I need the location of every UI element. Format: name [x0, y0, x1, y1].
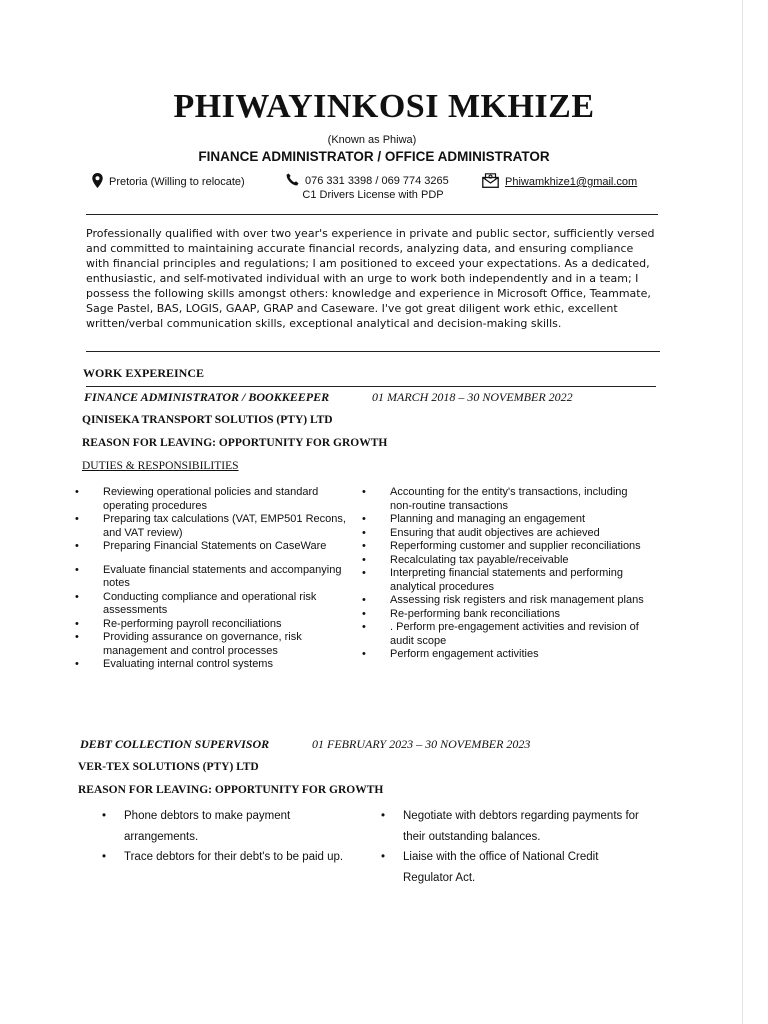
- job-dates: 01 FEBRUARY 2023 – 30 NOVEMBER 2023: [312, 737, 531, 751]
- list-item: • Planning and managing an engagement: [362, 513, 586, 525]
- company-name: VER-TEX SOLUTIONS (PTY) LTD: [78, 761, 259, 773]
- duties-list-left: [75, 486, 365, 672]
- list-item: • Negotiate with debtors regarding payments for their outstanding balances.: [381, 810, 639, 843]
- known-as: (Known as Phiwa): [327, 134, 417, 146]
- email-link[interactable]: Phiwamkhize1@gmail.com: [505, 176, 638, 188]
- divider: [86, 214, 658, 215]
- list-item: • Trace debtors for their debt's to be paid up.: [102, 851, 344, 863]
- list-item: • Recalculating tax payable/receivable: [362, 553, 569, 566]
- list-item: • Ensuring that audit objectives are achieved: [362, 526, 600, 539]
- list-item: • Reviewing operational policies and standard operating procedures: [75, 486, 319, 512]
- duties-list-left: [102, 806, 344, 868]
- drivers-license: C1 Drivers License with PDP: [302, 189, 444, 201]
- divider: [86, 386, 656, 387]
- divider: [86, 351, 660, 352]
- job-title: DEBT COLLECTION SUPERVISOR: [80, 737, 270, 751]
- list-item: • Providing assurance on governance, risk management and control processes: [75, 631, 302, 657]
- duties-list-right: [362, 486, 652, 662]
- list-item: • Evaluating internal control systems: [75, 658, 273, 670]
- company-name: QINISEKA TRANSPORT SOLUTIOS (PTY) LTD: [82, 414, 333, 426]
- list-item: • Re-performing payroll reconciliations: [75, 617, 282, 630]
- list-item: • Phone debtors to make payment arrangements.: [102, 810, 291, 843]
- list-item: • Preparing Financial Statements on CaseWare: [75, 540, 327, 552]
- phone-icon: [286, 173, 299, 189]
- profile-summary: Professionally qualified with over two year's experience in private and public sector, sufficiently versed and committed to maintaining accurate financial records, analyzing data, and ensuring compliance with financial principles and regulations; I am positioned to exceed your expectations. As a dedicated, enthusiastic, and self-motivated individual with an urge to work both independently and in a team; I possess the following skills amongst others: knowledge and experience in Microsoft Office, Teammate, Sage Pastel, BAS, LOGIS, GAAP, GRAP and Caseware. I've got great diligent work ethic, excellent written/verbal communication skills, exceptional analytical and decision-making skills.: [86, 227, 655, 330]
- candidate-name: PHIWAYINKOSI MKHIZE: [173, 88, 595, 125]
- duties-heading: DUTIES & RESPONSIBILITIES: [82, 460, 239, 472]
- list-item: • Conducting compliance and operational risk assessments: [75, 590, 317, 616]
- job-role-title: FINANCE ADMINISTRATOR / OFFICE ADMINISTRATOR: [198, 149, 550, 164]
- phone-text: 076 331 3398 / 069 774 3265: [305, 175, 449, 187]
- list-item: • Assessing risk registers and risk management plans: [362, 594, 644, 606]
- list-item: • Re-performing bank reconciliations: [362, 607, 560, 620]
- list-item: • Interpreting financial statements and performing analytical procedures: [362, 567, 623, 593]
- reason-for-leaving: REASON FOR LEAVING: OPPORTUNITY FOR GROWTH: [78, 784, 384, 796]
- job-dates: 01 MARCH 2018 – 30 NOVEMBER 2022: [372, 390, 573, 404]
- list-item: • Liaise with the office of National Credit Regulator Act.: [381, 851, 599, 884]
- list-item: • Perform engagement activities: [362, 648, 539, 660]
- location-text: Pretoria (Willing to relocate): [109, 176, 245, 188]
- job-title: FINANCE ADMINISTRATOR / BOOKKEEPER: [84, 390, 330, 404]
- list-item: • . Perform pre-engagement activities and revision of audit scope: [362, 621, 639, 647]
- list-item: • Evaluate financial statements and accompanying notes: [75, 563, 342, 589]
- duties-list-right: [381, 806, 643, 888]
- list-item: • Reperforming customer and supplier reconciliations: [362, 540, 641, 552]
- list-item: • Preparing tax calculations (VAT, EMP501 Recons, and VAT review): [75, 513, 346, 539]
- reason-for-leaving: REASON FOR LEAVING: OPPORTUNITY FOR GROWTH: [82, 437, 388, 449]
- section-heading-work: WORK EXPEREINCE: [83, 366, 205, 380]
- list-item: • Accounting for the entity's transactions, including non-routine transactions: [362, 486, 628, 512]
- contact-phone: [286, 173, 449, 189]
